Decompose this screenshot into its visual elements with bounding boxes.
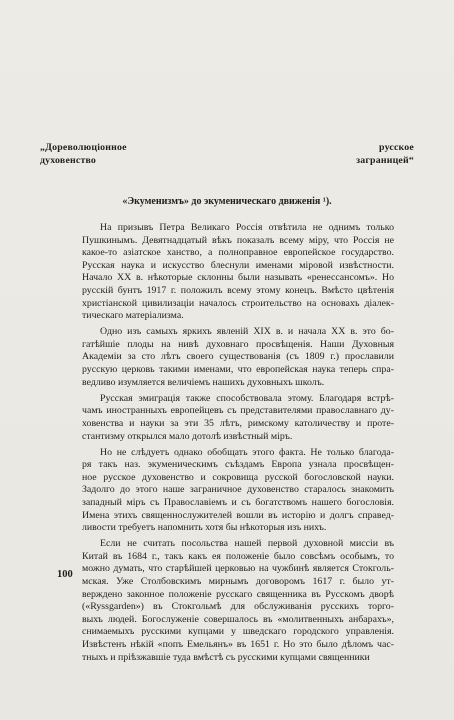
text-line: ховенства и науки за эти 35 лѣтъ, римскому католичеству и протe- <box>82 417 394 429</box>
text-line: мская. Уже Столбовскимъ мирнымъ договоромъ 1617 г. было ут- <box>82 576 394 588</box>
text-line: чамъ иностранныхъ европейцевъ съ представителями православнаго ду- <box>82 405 394 417</box>
text-line: ное русское духовенство и сокровища русской богословской науки. <box>82 471 394 483</box>
text-line: Китай въ 1684 г., такъ какъ ея положенiе было совсѣмъ особымъ, то <box>82 550 394 562</box>
text-line: На призывъ Петра Великаго Россiя отвѣтила не однимъ только <box>100 222 394 233</box>
text-line: тныхъ и прiѣзжавшiе туда вмѣстѣ съ русскими купцами священники <box>82 651 370 663</box>
article-subtitle: «Экуменизмъ» до экуменическаго движенiя ¹). <box>122 196 332 207</box>
page-number: 100 <box>57 569 73 580</box>
text-line: русскую церковь такими именами, что европейская наука теперь спра- <box>82 364 394 376</box>
title-line: „Дореволюцiонное русское <box>40 142 414 153</box>
text-line: Академiи за сто лѣтъ своего существованiя (съ 1809 г.) прославили <box>82 351 394 363</box>
title-line: духовенство заграницей“ <box>40 154 414 166</box>
article-body <box>82 222 394 668</box>
text-line: Задолго до этого наше заграничное духовенство старалось знакомить <box>82 484 394 496</box>
text-line: гатѣйшiе плоды на нивѣ духовнаго просвѣщенiя. Наши Духовныя <box>82 338 394 350</box>
text-line: русскiй бунтъ 1917 г. положилъ всему этому конецъ. Вмѣсто цвѣтенiя <box>82 284 394 296</box>
text-line: верждено законное положенiе русскаго священника въ Русскомъ дворѣ <box>82 588 394 600</box>
paragraph <box>82 447 394 535</box>
text-line: снимаемыхъ русскими купцами у шведскаго городского управленiя. <box>82 626 394 638</box>
paragraph <box>82 393 394 443</box>
text-line: Имена этихъ священнослужителей вошли въ исторiю и долгъ справед- <box>82 509 394 521</box>
text-line: ливости требуетъ напомнить хотя бы нѣкоторыя изъ нихъ. <box>82 522 327 534</box>
paragraph <box>82 222 394 323</box>
text-line: западный мiръ съ Православiемъ и съ богатствомъ нашего богословiя. <box>82 496 394 508</box>
text-line: христiанской цивилизацiи началось строительство на основахъ дiалек- <box>82 297 394 309</box>
text-line: Но не слѣдуетъ однако обобщать этого факта. Не только благода- <box>100 446 394 458</box>
paragraph <box>82 326 394 389</box>
text-line: ря такъ наз. экуменическимъ съѣздамъ Европа узнала просвѣщен- <box>82 459 394 471</box>
text-line: Начало XX в. нѣкоторые склонны были называть «ренессансомъ». Но <box>82 272 394 284</box>
text-line: Русская наука и искусство блеснули именами мiровой извѣстности. <box>82 259 394 271</box>
text-line: Пушкинымъ. Девятнадцатый вѣкъ показалъ всему мiру, что Россiя не <box>82 234 394 246</box>
article-title <box>40 142 414 167</box>
text-line: Извѣстенъ нѣкiй «попъ Емельянъ» въ 1651 г. Но это было дѣломъ час- <box>82 639 394 650</box>
text-line: Если не считать посольства нашей первой духовной миссiи въ <box>100 538 394 550</box>
text-line: ведливо изумляется величiемъ нашихъ духовныхъ школъ. <box>82 376 325 388</box>
text-line: какое-то азiатское ханство, а полноправное европейское государство. <box>82 247 394 259</box>
text-line: тическаго матерiализма. <box>82 310 184 322</box>
text-line: стантизму открылся мало дотолѣ извѣстный мiръ. <box>82 430 293 442</box>
text-line: можно думать, что старѣйшей церковью на чужбинѣ является Стокголь- <box>82 563 394 575</box>
text-line: («Ryssgarden») въ Стокгольмѣ для обслуживанiя русскихъ торго- <box>82 601 394 613</box>
text-line: Одно изъ самыхъ яркихъ явленiй XIX в. и начала XX в. это бо- <box>100 326 394 338</box>
text-line: Русская эмиграцiя также способствовала этому. Благодаря встрѣ- <box>100 392 394 404</box>
paragraph <box>82 538 394 664</box>
text-line: выхъ людей. Богослуженiе совершалось въ «молитвенныхъ анбарахъ», <box>82 613 394 625</box>
